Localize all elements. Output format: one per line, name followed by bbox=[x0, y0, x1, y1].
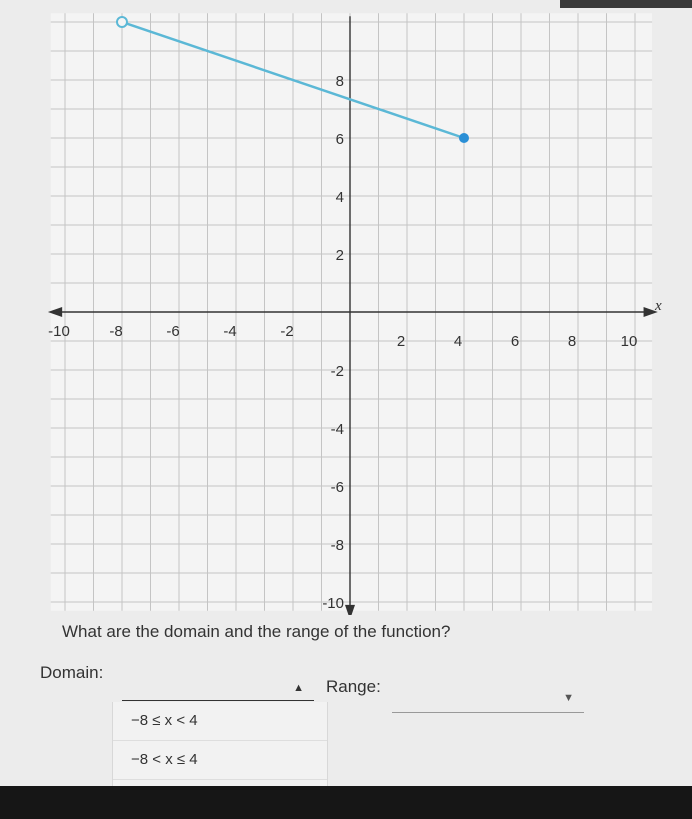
y-tick-label: 4 bbox=[335, 189, 344, 206]
x-axis-label: x bbox=[654, 298, 662, 314]
x-tick-label: 6 bbox=[510, 333, 520, 350]
y-tick-label: 6 bbox=[335, 131, 344, 148]
range-label: Range: bbox=[326, 677, 381, 696]
x-tick-label: -10 bbox=[48, 323, 70, 340]
x-tick-label: 2 bbox=[396, 333, 406, 350]
y-tick-label: -4 bbox=[330, 421, 344, 438]
domain-option[interactable]: −8 < x ≤ 4 bbox=[113, 741, 327, 780]
domain-label: Domain: bbox=[40, 663, 104, 682]
domain-option[interactable]: −8 ≤ x < 4 bbox=[113, 702, 327, 741]
x-tick-label: 8 bbox=[567, 333, 577, 350]
bottom-bar bbox=[0, 786, 692, 819]
y-tick-label: -6 bbox=[330, 479, 344, 496]
y-tick-label: 8 bbox=[335, 73, 344, 90]
question-text: What are the domain and the range of the function? bbox=[62, 622, 451, 641]
y-tick-label: -8 bbox=[330, 537, 344, 554]
caret-up-icon: ▲ bbox=[293, 682, 304, 694]
range-select[interactable] bbox=[392, 682, 584, 713]
closed-endpoint bbox=[459, 133, 469, 143]
top-bar bbox=[560, 0, 692, 8]
y-tick-label: 2 bbox=[335, 247, 344, 264]
y-tick-label: -10 bbox=[322, 595, 344, 612]
x-tick-label: 10 bbox=[620, 333, 638, 350]
domain-select[interactable] bbox=[122, 676, 314, 701]
x-tick-label: -4 bbox=[223, 323, 237, 340]
y-tick-label: -2 bbox=[330, 363, 344, 380]
caret-down-icon: ▼ bbox=[563, 692, 574, 704]
x-tick-label: -8 bbox=[109, 323, 123, 340]
x-tick-label: -2 bbox=[280, 323, 294, 340]
open-endpoint bbox=[117, 17, 127, 27]
x-tick-label: 4 bbox=[453, 333, 463, 350]
x-tick-label: -6 bbox=[166, 323, 180, 340]
